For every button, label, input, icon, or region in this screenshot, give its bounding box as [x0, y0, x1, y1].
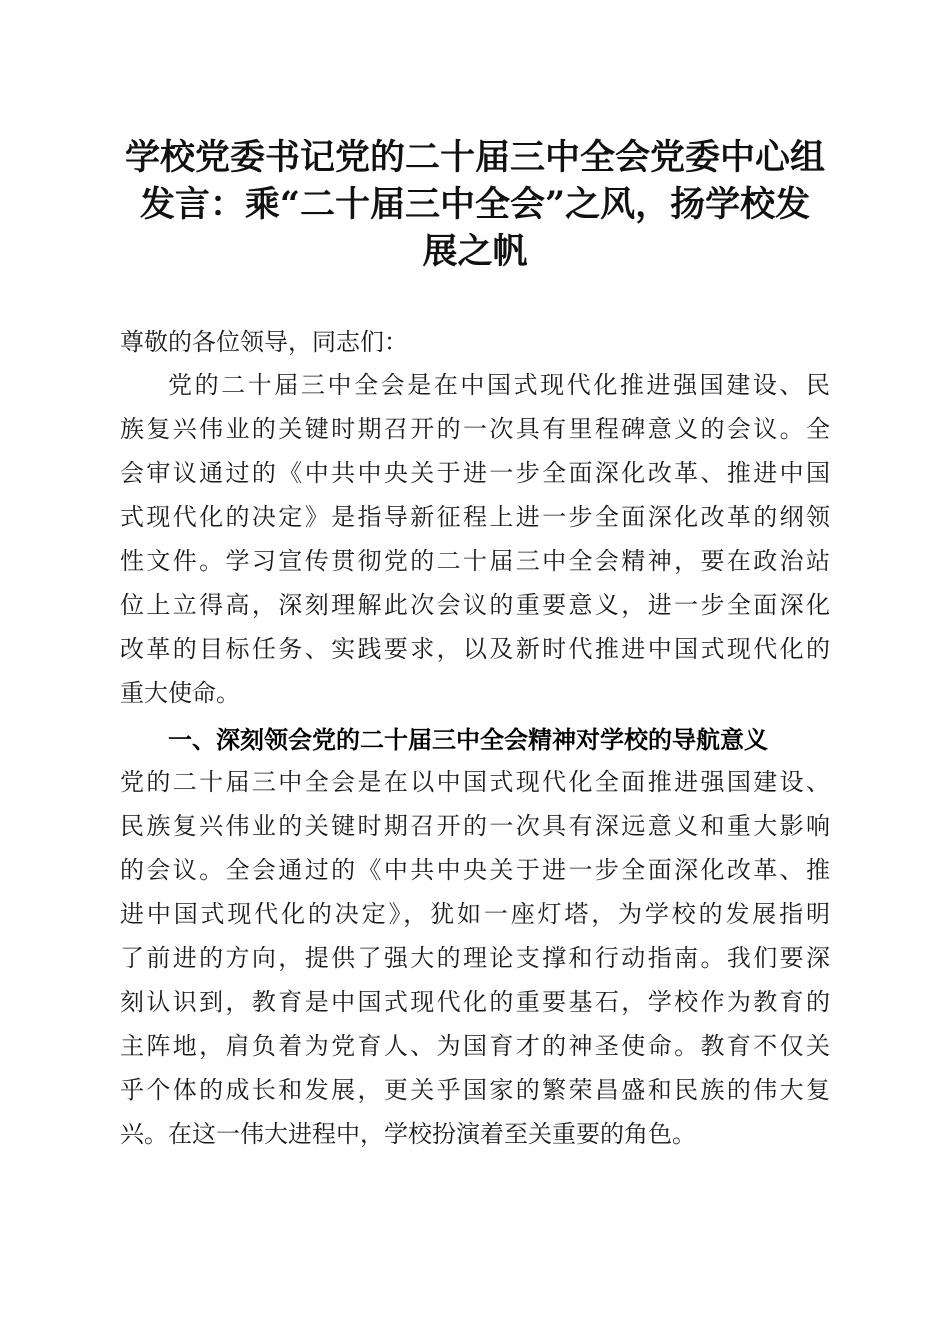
- paragraph-line: 进中国式现代化的决定》，犹如一座灯塔，为学校的发展指明: [120, 900, 830, 928]
- paragraph-line: 位上立得高，深刻理解此次会议的重要意义，进一步全面深化: [120, 591, 830, 619]
- paragraph-line: 兴。在这一伟大进程中，学校扮演着至关重要的角色。: [120, 1120, 696, 1148]
- paragraph-line: 党的二十届三中全会是在以中国式现代化全面推进强国建设、: [120, 768, 830, 796]
- paragraph-line: 重大使命。: [120, 679, 240, 707]
- paragraph-section-1: [120, 760, 830, 1156]
- paragraph-line: 的会议。全会通过的《中共中央关于进一步全面深化改革、推: [120, 856, 830, 884]
- paragraph-line: 民族复兴伟业的关键时期召开的一次具有深远意义和重大影响: [120, 812, 830, 840]
- title-line: 展之帆: [422, 231, 528, 272]
- paragraph-line: 性文件。学习宣传贯彻党的二十届三中全会精神，要在政治站: [120, 547, 830, 575]
- paragraph-line: 族复兴伟业的关键时期召开的一次具有里程碑意义的会议。全: [120, 415, 830, 443]
- paragraph-line: 党的二十届三中全会是在中国式现代化推进强国建设、民: [168, 371, 830, 399]
- section-heading-text: 一、深刻领会党的二十届三中全会精神对学校的导航意义: [168, 726, 768, 754]
- paragraph-line: 了前进的方向，提供了强大的理论支撑和行动指南。我们要深: [120, 944, 830, 972]
- title-line: 发言：乘“二十届三中全会”之风，扬学校发: [139, 184, 811, 225]
- document-title: [110, 134, 840, 275]
- paragraph-line: 刻认识到，教育是中国式现代化的重要基石，学校作为教育的: [120, 988, 830, 1016]
- paragraph-line: 乎个体的成长和发展，更关乎国家的繁荣昌盛和民族的伟大复: [120, 1076, 830, 1104]
- paragraph-line: 改革的目标任务、实践要求，以及新时代推进中国式现代化的: [120, 635, 830, 663]
- section-heading: [120, 718, 830, 762]
- paragraph-line: 主阵地，肩负着为党育人、为国育才的神圣使命。教育不仅关: [120, 1032, 830, 1060]
- paragraph-line: 式现代化的决定》是指导新征程上进一步全面深化改革的纲领: [120, 503, 830, 531]
- salutation: 尊敬的各位领导，同志们：: [120, 328, 408, 356]
- title-line: 学校党委书记党的二十届三中全会党委中心组: [124, 137, 825, 178]
- paragraph-intro: [120, 363, 830, 715]
- paragraph-line: 会审议通过的《中共中央关于进一步全面深化改革、推进中国: [120, 459, 830, 487]
